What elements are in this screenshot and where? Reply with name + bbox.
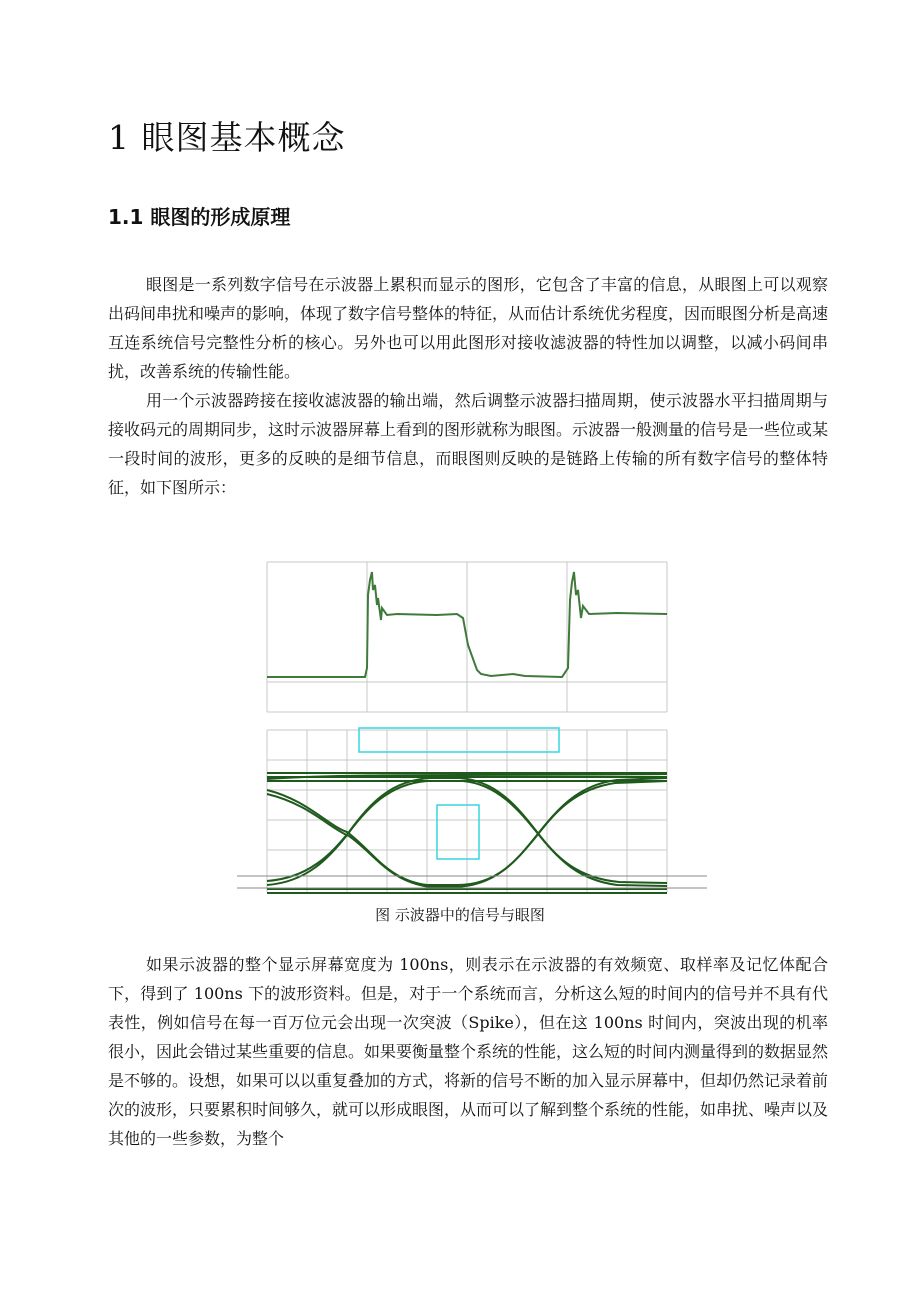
page-heading: 1 眼图基本概念 [108,118,346,157]
paragraph-3: 如果示波器的整个显示屏幕宽度为 100ns，则表示在示波器的有效频宽、取样率及记忆体配合下，得到了 100ns 下的波形资料。但是，对于一个系统而言，分析这么短的时间内的信号并不具有代表性，例如信号在每一百万位元会出现一次突波（Spike），但在这 100ns 时间内，突波出现的机率很小，因此会错过某些重要的信息。如果要衡量整个系统的性能，这么短的时间内测量得到的数据显然是不够的。设想，如果可以以重复叠加的方式，将新的信号不断的加入显示屏幕中，但却仍然记录着前次的波形，只要累积时间够久，就可以形成眼图，从而可以了解到整个系统的性能，如串扰、噪声以及其他的一些参数，为整个 [108,955,829,1148]
oscilloscope-figure [237,560,707,896]
paragraph-2: 用一个示波器跨接在接收滤波器的输出端，然后调整示波器扫描周期，使示波器水平扫描周期与接收码元的周期同步，这时示波器屏幕上看到的图形就称为眼图。示波器一般测量的信号是一些位或某一段时间的波形，更多的反映的是细节信息，而眼图则反映的是链路上传输的所有数字信号的整体特征，如下图所示： [108,391,829,497]
paragraph-1: 眼图是一系列数字信号在示波器上累积而显示的图形，它包含了丰富的信息，从眼图上可以观察出码间串扰和噪声的影响，体现了数字信号整体的特征，从而估计系统优劣程度，因而眼图分析是高速互连系统信号完整性分析的核心。另外也可以用此图形对接收滤波器的特性加以调整，以减小码间串扰，改善系统的传输性能。 [108,275,829,381]
figure-caption: 图 示波器中的信号与眼图 [375,906,545,924]
section-heading: 1.1 眼图的形成原理 [108,205,291,229]
